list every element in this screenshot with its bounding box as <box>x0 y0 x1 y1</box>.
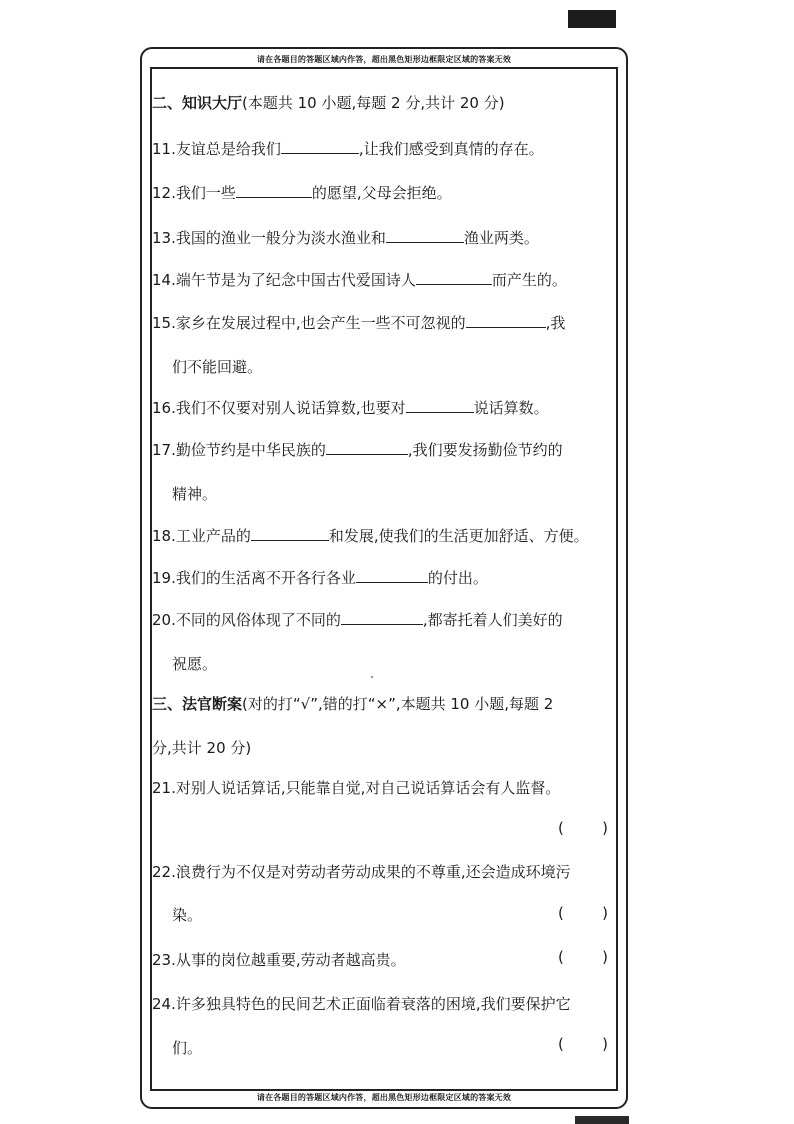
bottom-notice: 请在各题目的答题区域内作答，超出黑色矩形边框限定区域的答案无效 <box>256 1092 512 1102</box>
section2-heading <box>152 93 505 113</box>
section3-heading <box>152 694 553 714</box>
answer-blank[interactable] <box>281 139 359 154</box>
question-11: 11.友谊总是给我们 ,让我们感受到真情的存在。 <box>152 140 544 158</box>
question-12: 12.我们一些 的愿望,父母会拒绝。 <box>152 184 452 202</box>
answer-blank[interactable] <box>416 270 492 285</box>
answer-parentheses-24[interactable]: ( ) <box>558 1035 608 1053</box>
question-15: 15.家乡在发展过程中,也会产生一些不可忽视的 ,我 <box>152 314 566 332</box>
section3-note: (对的打“√”,错的打“×”,本题共 10 小题,每题 2 <box>242 695 554 713</box>
question-14: 14.端午节是为了纪念中国古代爱国诗人 而产生的。 <box>152 271 567 289</box>
question-23: 23.从事的岗位越重要,劳动者越高贵。 <box>152 951 406 969</box>
question-20-continued: 祝愿。 <box>172 655 218 673</box>
question-21: 21.对别人说话算话,只能靠自觉,对自己说话算话会有人监督。 <box>152 779 561 797</box>
question-16: 16.我们不仅要对别人说话算数,也要对 说话算数。 <box>152 399 549 417</box>
stray-mark <box>371 676 373 678</box>
answer-parentheses-21[interactable]: ( ) <box>558 819 608 837</box>
section3-title: 三、法官断案 <box>152 695 243 713</box>
bottom-registration-mark <box>575 1116 629 1124</box>
top-notice: 请在各题目的答题区域内作答，超出黑色矩形边框限定区域的答案无效 <box>256 54 512 64</box>
answer-blank[interactable] <box>326 440 408 455</box>
answer-parentheses-22[interactable]: ( ) <box>558 904 608 922</box>
answer-blank[interactable] <box>251 526 329 541</box>
question-17-continued: 精神。 <box>172 485 218 503</box>
question-17: 17.勤俭节约是中华民族的 ,我们要发扬勤俭节约的 <box>152 441 563 459</box>
question-19: 19.我们的生活离不开各行各业 的付出。 <box>152 569 488 587</box>
answer-blank[interactable] <box>386 228 464 243</box>
top-registration-mark <box>568 10 616 28</box>
answer-parentheses-23[interactable]: ( ) <box>558 948 608 966</box>
answer-blank[interactable] <box>466 313 546 328</box>
question-24-continued: 们。 <box>172 1039 203 1057</box>
question-20: 20.不同的风俗体现了不同的 ,都寄托着人们美好的 <box>152 611 563 629</box>
question-15-continued: 们不能回避。 <box>172 358 263 376</box>
answer-blank[interactable] <box>406 398 474 413</box>
question-22-continued: 染。 <box>172 906 203 924</box>
question-18: 18.工业产品的 和发展,使我们的生活更加舒适、方便。 <box>152 527 589 545</box>
section2-title: 二、知识大厅 <box>152 94 243 112</box>
answer-blank[interactable] <box>341 610 423 625</box>
section2-note: (本题共 10 小题,每题 2 分,共计 20 分) <box>242 94 505 112</box>
question-22: 22.浪费行为不仅是对劳动者劳动成果的不尊重,还会造成环境污 <box>152 863 571 881</box>
section3-note-continued: 分,共计 20 分) <box>152 739 252 757</box>
question-13: 13.我国的渔业一般分为淡水渔业和 渔业两类。 <box>152 229 539 247</box>
question-24: 24.许多独具特色的民间艺术正面临着衰落的困境,我们要保护它 <box>152 995 571 1013</box>
answer-blank[interactable] <box>356 568 428 583</box>
answer-blank[interactable] <box>236 183 312 198</box>
